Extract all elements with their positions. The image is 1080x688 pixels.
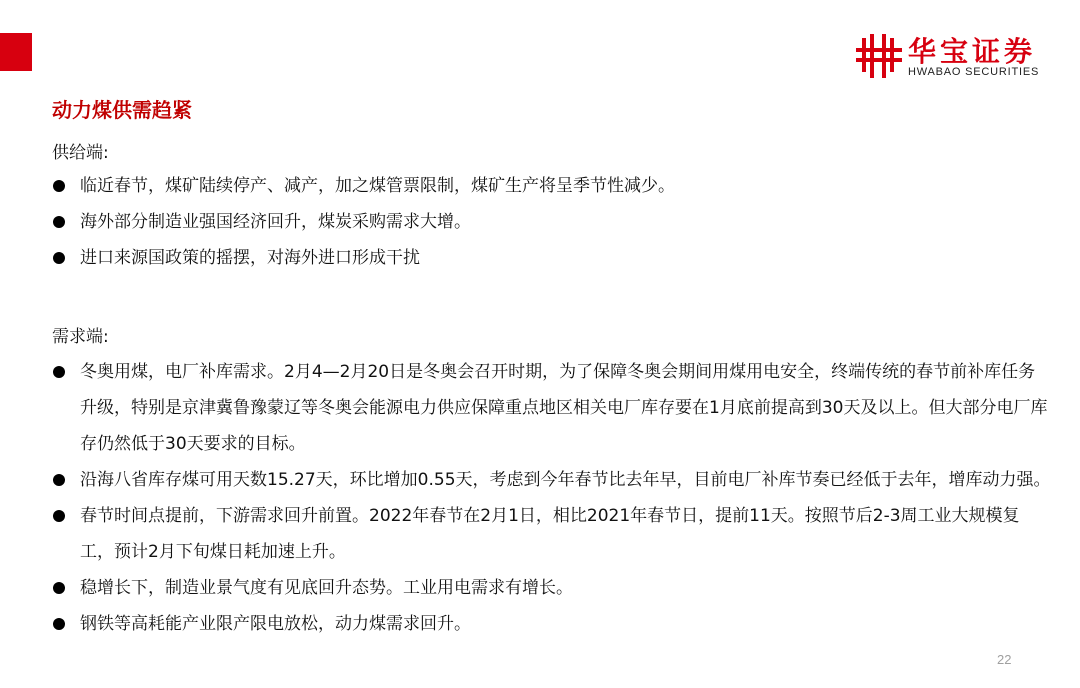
bullet-dot-icon [53,216,65,228]
company-logo [856,30,1056,82]
list-item-text: 冬奥用煤，电厂补库需求。2月4—2月20日是冬奥会召开时期，为了保障冬奥会期间用煤用电安全，终端传统的春节前补库任务升级，特别是京津冀鲁豫蒙辽等冬奥会能源电力供应保障重点地区相关电厂库存要在1月底前提高到30天及以上。但大部分电厂库存仍然低于30天要求的目标。 [80,362,1048,454]
list-item-text: 稳增长下，制造业景气度有见底回升态势。工业用电需求有增长。 [80,578,573,598]
list-item-text: 临近春节，煤矿陆续停产、减产，加之煤管票限制，煤矿生产将呈季节性减少。 [80,176,675,196]
bullet-dot-icon [53,510,65,522]
list-item [52,462,1052,498]
bullet-dot-icon [53,618,65,630]
list-item-text: 钢铁等高耗能产业限产限电放松，动力煤需求回升。 [80,614,471,634]
list-item-text: 海外部分制造业强国经济回升，煤炭采购需求大增。 [80,212,471,232]
supply-list [52,168,1052,276]
logo-chinese-text: 华宝证券 [908,35,1037,68]
page-number: 22 [997,652,1012,667]
list-item-text: 沿海八省库存煤可用天数15.27天，环比增加0.55天，考虑到今年春节比去年早，目前电厂补库节奏已经低于去年，增库动力强。 [80,470,1051,490]
bullet-dot-icon [53,180,65,192]
list-item [52,570,1052,606]
list-item [52,498,1052,570]
list-item [52,606,1052,642]
list-item [52,240,1052,276]
list-item-text: 春节时间点提前，下游需求回升前置。2022年春节在2月1日，相比2021年春节日，提前11天。按照节后2-3周工业大规模复工，预计2月下旬煤日耗加速上升。 [80,506,1020,562]
supply-label: 供给端: [52,143,109,163]
list-item [52,354,1052,462]
slide-title: 动力煤供需趋紧 [52,98,192,122]
hwabao-logo-icon [856,32,902,80]
bullet-dot-icon [53,582,65,594]
list-item [52,204,1052,240]
bullet-dot-icon [53,366,65,378]
demand-list [52,354,1052,642]
logo-english-text: HWABAO SECURITIES [908,66,1040,78]
demand-label: 需求端: [52,327,109,347]
bullet-dot-icon [53,252,65,264]
list-item [52,168,1052,204]
red-header-tab [0,33,32,71]
list-item-text: 进口来源国政策的摇摆，对海外进口形成干扰 [80,248,420,268]
bullet-dot-icon [53,474,65,486]
